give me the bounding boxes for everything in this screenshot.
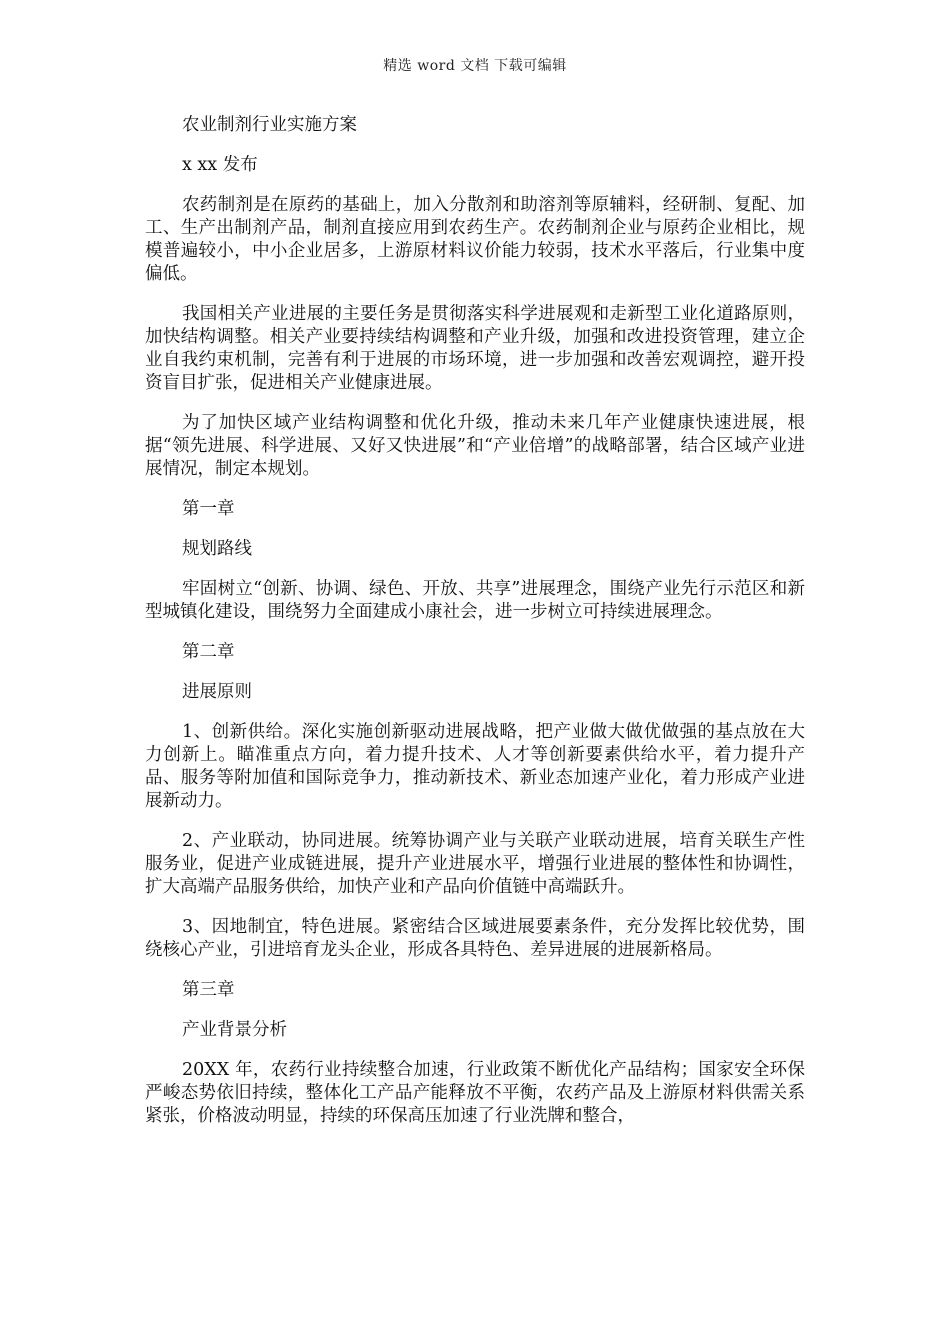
page-header: 精选 word 文档 下载可编辑 bbox=[383, 58, 567, 74]
paragraph: 3、因地制宜，特色进展。紧密结合区域进展要素条件，充分发挥比较优势，围绕核心产业，引进培育龙头企业，形成各具特色、差异进展的进展新格局。 bbox=[145, 917, 805, 960]
chapter-heading: 第三章 bbox=[182, 980, 235, 1000]
paragraph: 农药制剂是在原药的基础上，加入分散剂和助溶剂等原辅料，经研制、复配、加工、生产出制剂产品，制剂直接应用到农药生产。农药制剂企业与原药企业相比，规模普遍较小，中小企业居多，上游原材料议价能力较弱，技术水平落后，行业集中度偏低。 bbox=[145, 195, 805, 284]
section-heading: 规划路线 bbox=[182, 539, 252, 559]
publish-line: x xx 发布 bbox=[182, 155, 258, 175]
paragraph: 2、产业联动，协同进展。统筹协调产业与关联产业联动进展，培育关联生产性服务业，促进产业成链进展，提升产业进展水平，增强行业进展的整体性和协调性，扩大高端产品服务供给，加快产业和产品向价值链中高端跃升。 bbox=[145, 831, 805, 897]
chapter-heading: 第一章 bbox=[182, 499, 235, 519]
paragraph: 1、创新供给。深化实施创新驱动进展战略，把产业做大做优做强的基点放在大力创新上。瞄准重点方向，着力提升技术、人才等创新要素供给水平，着力提升产品、服务等附加值和国际竞争力，推动新技术、新业态加速产业化，着力形成产业进展新动力。 bbox=[145, 722, 805, 811]
document-title: 农业制剂行业实施方案 bbox=[182, 115, 357, 135]
paragraph: 为了加快区域产业结构调整和优化升级，推动未来几年产业健康快速进展，根据“领先进展、科学进展、又好又快进展”和“产业倍增”的战略部署，结合区域产业进展情况，制定本规划。 bbox=[145, 413, 805, 479]
paragraph: 牢固树立“创新、协调、绿色、开放、共享”进展理念，围绕产业先行示范区和新型城镇化建设，围绕努力全面建成小康社会，进一步树立可持续进展理念。 bbox=[145, 579, 805, 622]
paragraph: 20XX 年，农药行业持续整合加速，行业政策不断优化产品结构；国家安全环保严峻态势依旧持续，整体化工产品产能释放不平衡，农药产品及上游原材料供需关系紧张，价格波动明显，持续的环保高压加速了行业洗牌和整合， bbox=[145, 1060, 805, 1126]
document-body bbox=[145, 114, 805, 1145]
section-heading: 产业背景分析 bbox=[182, 1020, 287, 1040]
chapter-heading: 第二章 bbox=[182, 642, 235, 662]
paragraph: 我国相关产业进展的主要任务是贯彻落实科学进展观和走新型工业化道路原则，加快结构调整。相关产业要持续结构调整和产业升级，加强和改进投资管理，建立企业自我约束机制，完善有利于进展的市场环境，进一步加强和改善宏观调控，避开投资盲目扩张，促进相关产业健康进展。 bbox=[145, 304, 805, 393]
section-heading: 进展原则 bbox=[182, 682, 252, 702]
